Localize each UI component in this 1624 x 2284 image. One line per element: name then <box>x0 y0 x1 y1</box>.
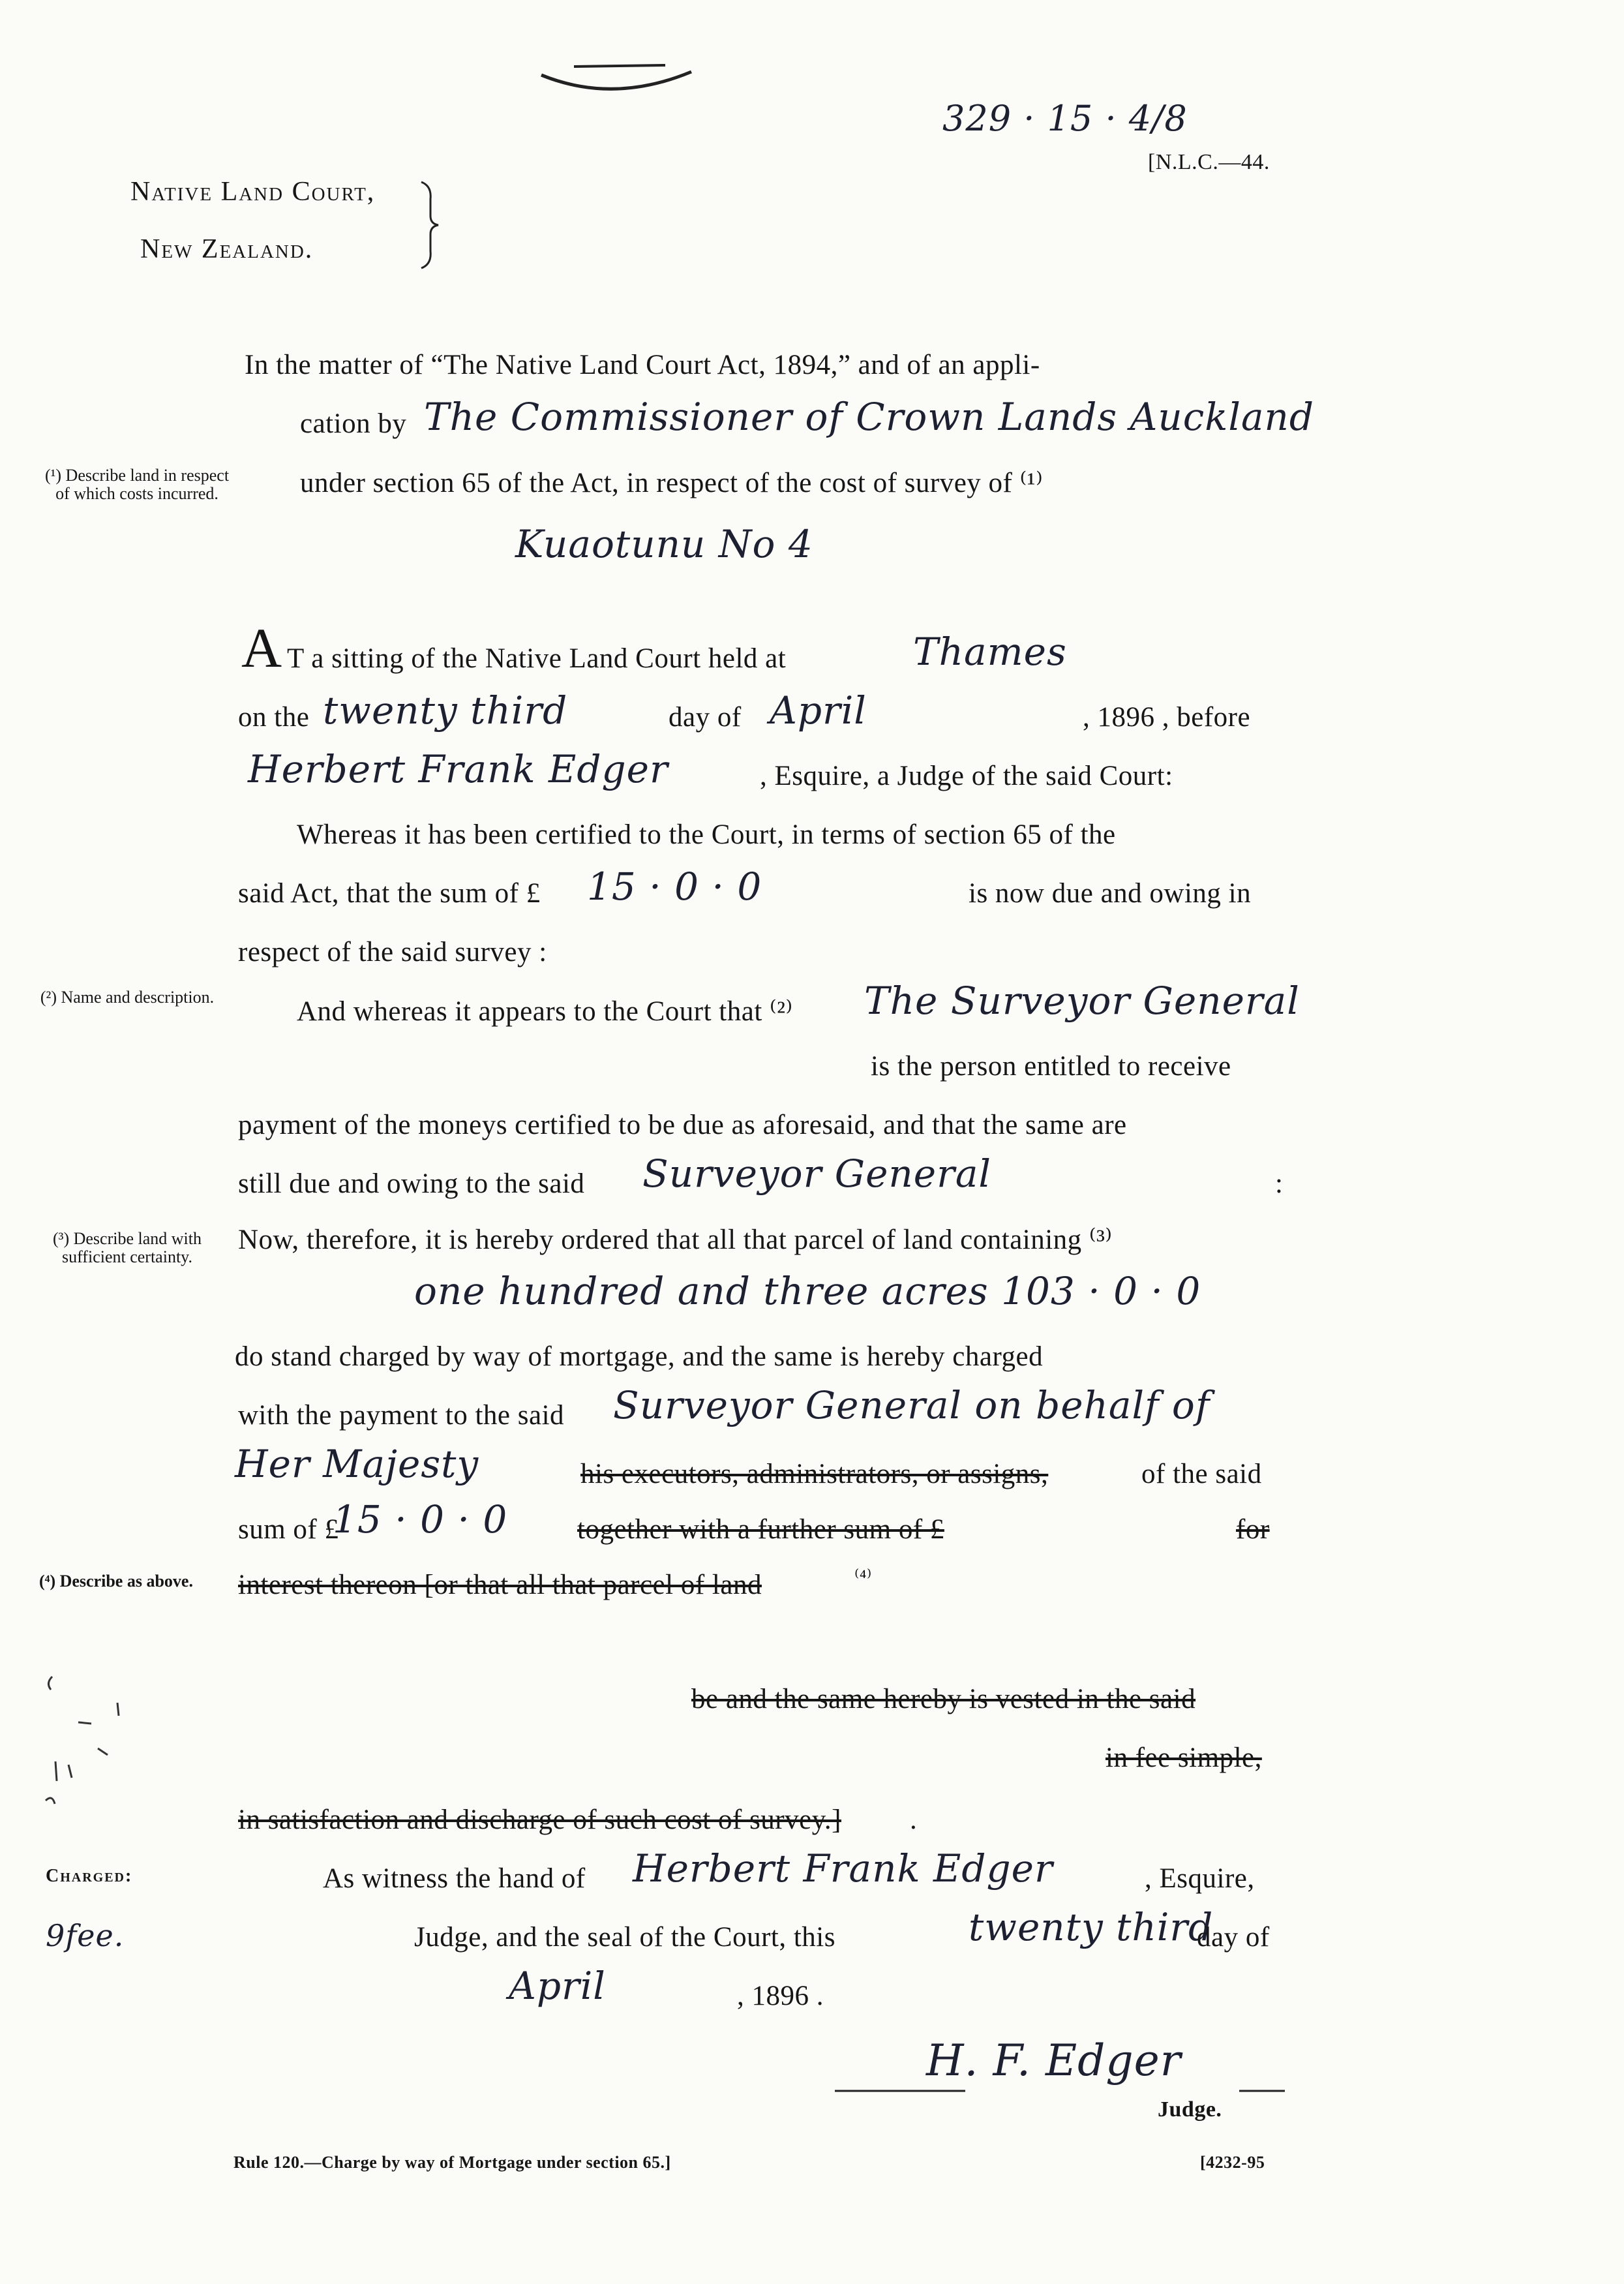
sitting-year: , 1896 , before <box>1083 702 1251 733</box>
struck-vested-clause: be and the same hereby is vested in the said <box>691 1684 1196 1714</box>
order-line3-prefix: with the payment to the said <box>238 1400 565 1431</box>
margin-note-4: (⁴) Describe as above. <box>39 1572 193 1591</box>
witness-line2-suffix: day of <box>1197 1922 1270 1953</box>
land-surveyed-handwritten: Kuaotunu No 4 <box>515 522 813 566</box>
court-name-brace <box>417 179 444 271</box>
sitting-judge-suffix: , Esquire, a Judge of the said Court: <box>760 761 1173 791</box>
charged-label: Charged: <box>46 1866 133 1886</box>
form-code: [N.L.C.—44. <box>1148 150 1270 174</box>
judge-signature: H. F. Edger <box>926 2035 1182 2086</box>
witness-month-handwritten: April <box>509 1964 606 2008</box>
land-description-handwritten: one hundred and three acres 103 · 0 · 0 <box>414 1269 1201 1313</box>
matter-line1: In the matter of “The Native Land Court Act, 1894,” and of an appli- <box>245 350 1040 380</box>
whereas-line1: Whereas it has been certified to the Court, in terms of section 65 of the <box>297 819 1116 850</box>
order-line1: Now, therefore, it is hereby ordered that all that parcel of land containing ⁽³⁾ <box>238 1225 1113 1255</box>
struck-fee-simple: in fee simple, <box>1105 1743 1262 1773</box>
footnote-mark-4: ⁽⁴⁾ <box>854 1566 872 1588</box>
appears-line1-prefix: And whereas it appears to the Court that ⁽²⁾ <box>297 996 793 1027</box>
order-line4-suffix: of the said <box>1141 1459 1262 1489</box>
witness-judge-handwritten: Herbert Frank Edger <box>633 1846 1053 1891</box>
applicant-handwritten: The Commissioner of Crown Lands Auckland <box>424 395 1315 439</box>
struck-satisfaction-clause: in satisfaction and discharge of such cost of survey.] <box>238 1804 841 1835</box>
margin-note-3: (³) Describe land with sufficient certainty. <box>53 1229 202 1266</box>
witness-year: , 1896 . <box>737 1981 824 2011</box>
whereas-line2-prefix: said Act, that the sum of £ <box>238 878 541 909</box>
payee-continued-handwritten: Her Majesty <box>235 1442 479 1486</box>
whereas-line3: respect of the said survey : <box>238 937 547 967</box>
sitting-place-handwritten: Thames <box>913 630 1067 674</box>
appears-line2: is the person entitled to receive <box>871 1051 1231 1082</box>
judge-label: Judge. <box>1158 2097 1222 2122</box>
appears-line4-suffix: : <box>1275 1168 1284 1199</box>
top-scribble-mark <box>535 59 704 104</box>
charged-value: 9fee. <box>46 1918 125 1953</box>
charged-sum-handwritten: 15 · 0 · 0 <box>333 1497 508 1542</box>
certified-sum-handwritten: 15 · 0 · 0 <box>587 864 762 909</box>
matter-line2-prefix: cation by <box>300 408 407 439</box>
appears-line4-prefix: still due and owing to the said <box>238 1168 585 1199</box>
witness-line1-suffix: , Esquire, <box>1145 1863 1255 1894</box>
order-end-period: . <box>910 1804 918 1835</box>
order-line5-prefix: sum of £ <box>238 1514 339 1545</box>
struck-interest-clause: interest thereon [or that all that parcel of land <box>238 1570 762 1600</box>
matter-line3: under section 65 of the Act, in respect of the cost of survey of ⁽¹⁾ <box>300 468 1044 498</box>
signature-line <box>835 2084 1291 2097</box>
witness-line1-prefix: As witness the hand of <box>323 1863 586 1894</box>
witness-line2-prefix: Judge, and the seal of the Court, this <box>414 1922 835 1953</box>
drop-cap: A <box>241 617 282 679</box>
entitled-person-again-handwritten: Surveyor General <box>642 1151 991 1196</box>
footer-rule-text: Rule 120.—Charge by way of Mortgage under section 65.] <box>233 2153 671 2172</box>
footer-print-code: [4232-95 <box>1200 2153 1265 2172</box>
handwritten-reference-number: 329 · 15 · 4/8 <box>942 98 1188 139</box>
margin-note-2: (²) Name and description. <box>40 988 215 1007</box>
appears-line3: payment of the moneys certified to be due as aforesaid, and that the same are <box>238 1110 1127 1140</box>
sitting-month-handwritten: April <box>770 688 867 733</box>
payee-handwritten: Surveyor General on behalf of <box>613 1383 1210 1427</box>
margin-stray-marks <box>39 1618 209 1814</box>
struck-for: for <box>1236 1514 1270 1545</box>
sitting-line1: T a sitting of the Native Land Court held at <box>287 643 787 674</box>
sitting-on-the: on the <box>238 702 310 733</box>
struck-executors-clause: his executors, administrators, or assigns, <box>580 1459 1049 1489</box>
order-line2: do stand charged by way of mortgage, and the same is hereby charged <box>235 1341 1044 1372</box>
court-name-line2: New Zealand. <box>140 234 314 264</box>
sitting-day-of: day of <box>669 702 742 733</box>
whereas-line2-suffix: is now due and owing in <box>969 878 1252 909</box>
witness-day-handwritten: twenty third <box>969 1905 1214 1949</box>
margin-note-1: (¹) Describe land in respect of which costs incurred. <box>44 466 230 503</box>
court-name-line1: Native Land Court, <box>130 177 376 207</box>
entitled-person-handwritten: The Surveyor General <box>864 979 1300 1023</box>
struck-further-sum-clause: together with a further sum of £ <box>577 1514 944 1545</box>
sitting-day-handwritten: twenty third <box>323 688 568 733</box>
sitting-judge-handwritten: Herbert Frank Edger <box>248 747 669 791</box>
